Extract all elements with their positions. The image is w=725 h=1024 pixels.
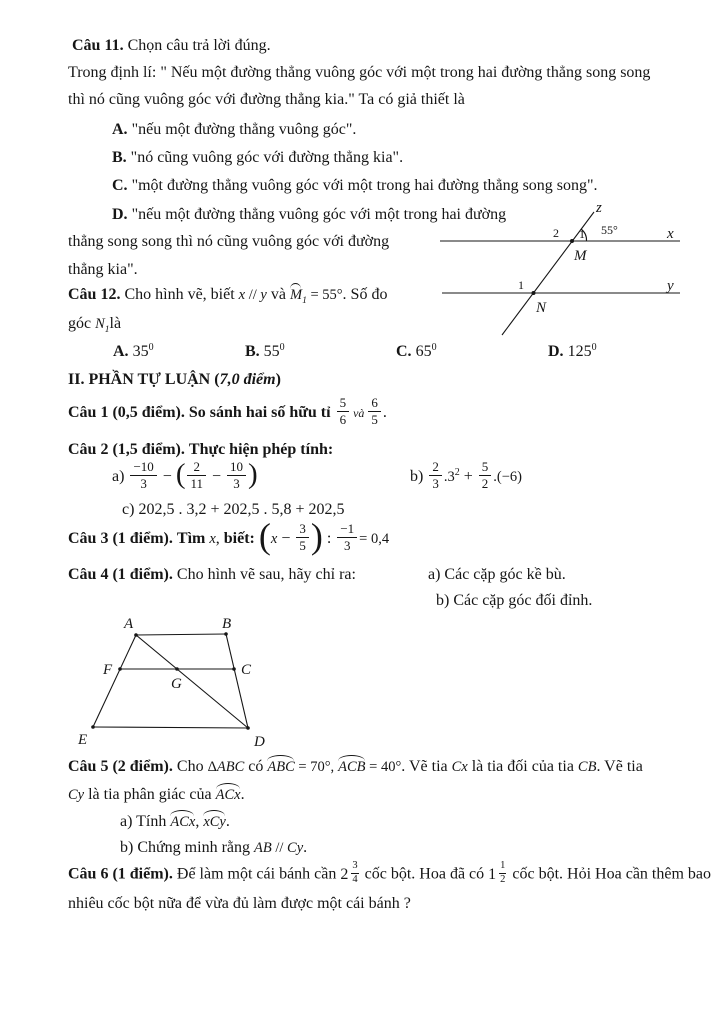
q2-label: Câu 2 (1,5 điểm). <box>68 441 185 458</box>
point-D-dot <box>246 726 250 730</box>
q11-intro-line2: thì nó cũng vuông góc với đường thẳng kia." Ta có giả thiết là <box>68 91 465 108</box>
q12-answer-a: A. $35^0$ <box>113 342 154 360</box>
label-N: N <box>536 300 547 316</box>
divide-colon: : <box>326 529 332 547</box>
q6-text2: cốc bột. Hoa đã có <box>364 865 485 883</box>
minus-op: − <box>281 529 291 547</box>
fraction-10-3: $\frac{10}{3}$ <box>227 460 246 490</box>
math-AB-parallel-Cy: AB // Cy <box>254 840 304 856</box>
power-base: 3 <box>447 468 455 485</box>
side-ED <box>93 727 248 728</box>
q4-part-a: a) Các cặp góc kề bù. <box>428 566 566 583</box>
point-C-dot <box>232 667 236 671</box>
q2c-expression: 202,5 . 3,2 + 202,5 . 5,8 + 202,5 <box>138 501 345 518</box>
q1-text: So sánh hai số hữu tỉ <box>188 403 331 421</box>
label-M: M <box>574 248 587 264</box>
option-c-label: C. <box>112 177 128 194</box>
q12-text2: và <box>270 286 286 303</box>
ray-Cx: Cx <box>451 759 468 775</box>
trapezoid-figure <box>70 612 280 754</box>
q12-text3: . Số đo <box>342 286 388 303</box>
q11-option-d-cont2: thẳng kia". <box>68 261 138 278</box>
fraction-neg10-3: $\frac{-10}{3}$ <box>130 460 156 490</box>
option-d-text: "nếu một đường thẳng vuông góc với một trong hai đường <box>131 206 507 223</box>
q4-part-b: b) Các cặp góc đối đỉnh. <box>436 592 593 609</box>
q12-text1: Cho hình vẽ, biết <box>124 286 235 303</box>
math-angle-M1-eq-55: $M_1 = 55^\circ$ <box>289 287 343 306</box>
side-AE <box>93 635 136 727</box>
q6-text1: Để làm một cái bánh cần <box>176 865 337 883</box>
label-z: z <box>596 200 602 216</box>
q2-part-b <box>410 459 522 492</box>
point-G-dot <box>175 667 179 671</box>
q12-answer-b: B. $55^0$ <box>245 342 285 360</box>
q5a-text: a) Tính <box>120 813 167 830</box>
q5-label: Câu 5 (2 điểm). <box>68 758 173 775</box>
q12-text4: góc <box>68 315 92 332</box>
q3-line: Câu 3 (1 điểm). Tìm x, biết: (x − $\frac{3}{5}$ ) : $\frac{-1}{3}$ = 0,4 <box>68 516 390 557</box>
q5-text3: . Vẽ tia <box>401 758 448 775</box>
fraction-5-6: $\frac{5}{6}$ <box>337 396 350 426</box>
q12-label: Câu 12. <box>68 286 121 303</box>
q11-option-b <box>112 148 403 168</box>
side-BD <box>226 634 248 728</box>
math-triangle-ABC: ΔABC <box>207 759 245 775</box>
label-x: x <box>667 226 674 242</box>
q5-line2-text: là tia phân giác của <box>88 786 212 803</box>
option-c-text: "một đường thẳng vuông góc với một trong hai đường thẳng song song". <box>131 177 598 194</box>
label-D: D <box>254 734 265 750</box>
label-G: G <box>171 676 182 692</box>
q2b-label: b) <box>410 467 424 485</box>
q3-comma: , <box>215 529 220 547</box>
math-angle-ACx2: ACx <box>170 814 196 830</box>
q2-heading <box>68 440 333 460</box>
q4-line <box>68 565 356 585</box>
q6-line2: nhiêu cốc bột nữa để vừa đủ làm được một cái bánh ? <box>68 895 411 912</box>
neg-six: (−6) <box>496 468 522 485</box>
label-55-deg: 55° <box>601 223 618 237</box>
q12-answer-d: D. $125^0$ <box>548 342 597 360</box>
q12-text5: là <box>109 315 122 332</box>
q1-period: . <box>382 403 387 421</box>
q5-part-a <box>120 812 230 832</box>
math-angle-ACx: ACx <box>215 787 241 803</box>
var-x: x <box>209 530 216 547</box>
point-F-dot <box>118 667 122 671</box>
ray-Cy: Cy <box>68 787 85 803</box>
q5a-comma: , <box>195 813 200 830</box>
mixed-number-1-1-2: 1 $\frac{1}{2}$ <box>488 860 506 885</box>
q11-option-a <box>112 120 356 140</box>
label-angle-n1: 1 <box>518 278 524 292</box>
math-x-parallel-y: x // y <box>238 287 267 303</box>
minus-op: − <box>162 467 172 485</box>
label-E: E <box>78 732 88 748</box>
q12-line2 <box>68 314 121 337</box>
section-2-title: II. PHẦN TỰ LUẬN (7,0 điểm) <box>68 371 281 388</box>
point-N-dot <box>532 291 536 295</box>
option-a-text: "nếu một đường thẳng vuông góc". <box>131 121 357 138</box>
q11-option-d-cont1: thẳng song song thì nó cũng vuông góc với đường <box>68 233 390 250</box>
option-b-label: B. <box>112 149 127 166</box>
q5-text2: có <box>248 758 264 775</box>
point-E-dot <box>91 725 95 729</box>
parallel-lines-figure <box>440 198 692 340</box>
q5b-text: b) Chứng minh rằng <box>120 839 250 856</box>
fraction-2-3: $\frac{2}{3}$ <box>429 460 442 490</box>
point-A-dot <box>134 633 138 637</box>
diagonal-AD <box>136 635 248 728</box>
q5-line2-period: . <box>240 786 245 803</box>
dot-op2: . <box>493 468 497 485</box>
q5b-period: . <box>303 839 308 856</box>
label-B: B <box>222 616 232 632</box>
point-B-dot <box>224 632 228 636</box>
q6-text3: cốc bột. Hỏi Hoa cần thêm bao <box>512 865 712 883</box>
math-angle-ACB-40: ACB = 40° <box>338 759 402 775</box>
side-AB <box>136 634 226 635</box>
q1-va: và <box>353 405 365 420</box>
equals-04: = 0,4 <box>359 530 390 547</box>
q2-part-a: a) $\frac{-10}{3}$ − ( $\frac{2}{11}$ − $\frac{10}{3}$ ) <box>112 458 258 491</box>
option-d-label: D. <box>112 206 128 223</box>
fraction-3-5: $\frac{3}{5}$ <box>296 522 309 552</box>
plus-op: + <box>463 467 473 485</box>
math-angle-xCy: xCy <box>203 814 226 830</box>
math-angle-ABC-70: ABC = 70°, <box>267 759 335 775</box>
minus-op2: − <box>212 467 222 485</box>
power-exp: 2 <box>454 466 460 478</box>
q11-intro-line1: Trong định lí: " Nếu một đường thẳng vuông góc với một trong hai đường thẳng song song <box>68 64 651 81</box>
label-angle-m1: 1 <box>579 227 585 241</box>
q3-label: Câu 3 (1 điểm). <box>68 529 173 547</box>
q2a-label: a) <box>112 467 125 485</box>
q11-prompt: Chọn câu trả lời đúng. <box>127 37 271 54</box>
q5-line1 <box>68 757 643 777</box>
ray-CB: CB <box>577 759 597 775</box>
option-b-text: "nó cũng vuông góc với đường thẳng kia". <box>130 149 404 166</box>
fraction-5-2: $\frac{5}{2}$ <box>479 460 492 490</box>
q11-heading <box>72 36 271 56</box>
q6-line1 <box>68 860 712 887</box>
q11-option-c <box>112 176 598 196</box>
q5-text1: Cho <box>176 758 204 775</box>
q12-line1 <box>68 285 387 308</box>
fraction-2-11: $\frac{2}{11}$ <box>187 460 206 490</box>
q1-label: Câu 1 (0,5 điểm). <box>68 403 185 421</box>
q2c-label: c) <box>122 501 135 518</box>
q12-answer-c: C. $65^0$ <box>396 342 437 360</box>
math-angle-N1: $N_1$ <box>95 316 110 335</box>
q5-text5: . Vẽ tia <box>596 758 643 775</box>
var-x2: x <box>270 530 278 547</box>
q5-text4: là tia đối của tia <box>471 758 574 775</box>
q3-tim: Tìm <box>176 529 206 547</box>
label-y: y <box>667 278 674 294</box>
q11-label: Câu 11. <box>72 37 124 54</box>
label-C: C <box>241 662 252 678</box>
fraction-6-5: $\frac{6}{5}$ <box>368 396 381 426</box>
dot-op: . <box>443 468 448 485</box>
q2-text: Thực hiện phép tính: <box>188 441 334 458</box>
point-M-dot <box>570 239 574 243</box>
q4-label: Câu 4 (1 điểm). <box>68 566 173 583</box>
q5-part-b <box>120 838 307 858</box>
q5-line2 <box>68 785 245 805</box>
option-a-label: A. <box>112 121 128 138</box>
q4-text: Cho hình vẽ sau, hãy chỉ ra: <box>176 566 356 583</box>
label-F: F <box>103 662 113 678</box>
q3-biet: biết: <box>223 529 255 547</box>
q5a-period: . <box>225 813 230 830</box>
q6-label: Câu 6 (1 điểm). <box>68 865 173 883</box>
q1-line <box>68 395 387 428</box>
label-angle-m2: 2 <box>553 226 559 240</box>
mixed-number-2-3-4: 2 $\frac{3}{4}$ <box>340 860 358 885</box>
fraction-neg1-3: $\frac{-1}{3}$ <box>337 522 357 552</box>
label-A: A <box>124 616 134 632</box>
